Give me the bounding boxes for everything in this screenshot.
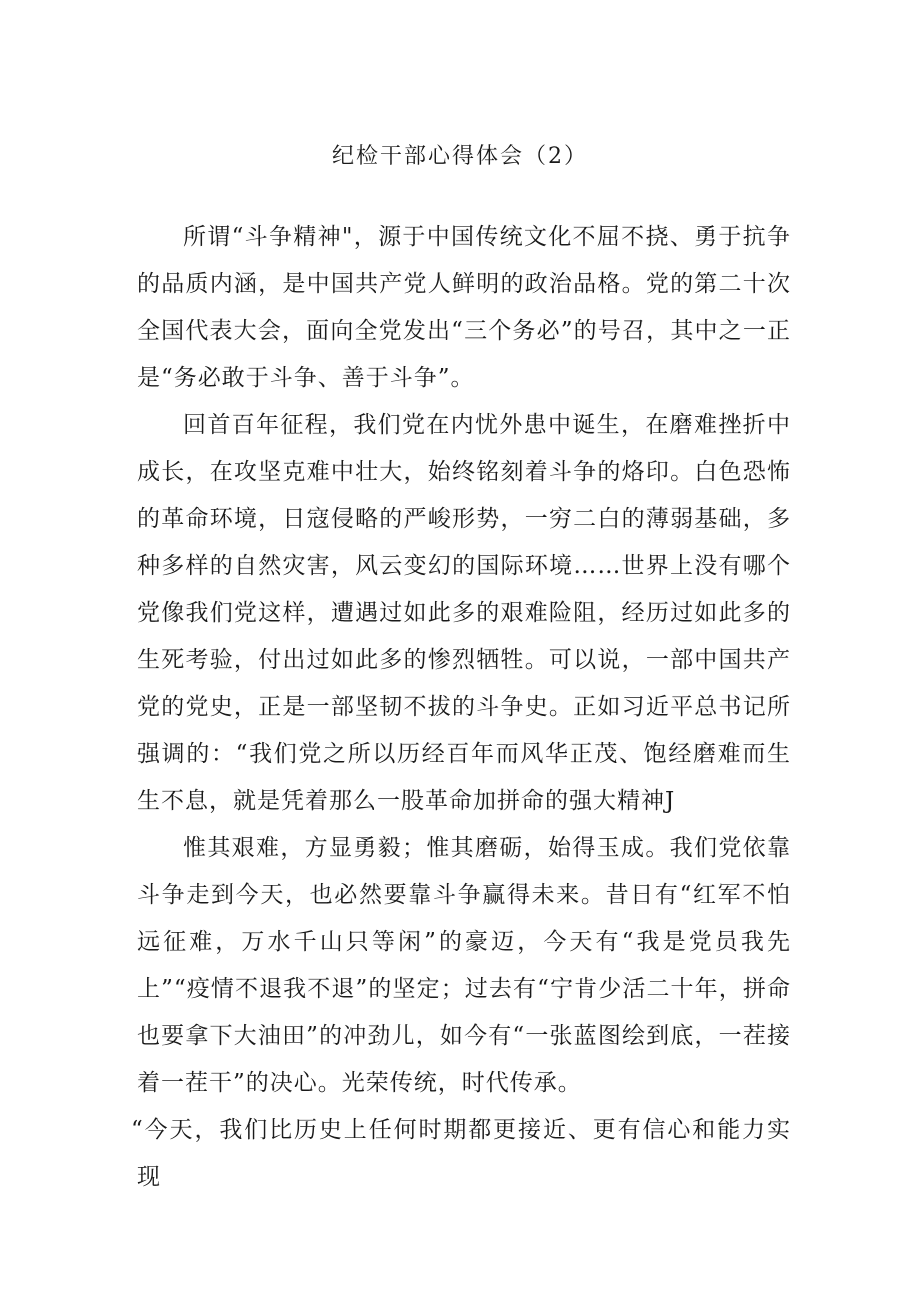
paragraph-struggle-spirit: 所谓“斗争精神"，源于中国传统文化不屈不挠、勇于抗争的品质内涵，是中国共产党人鲜明的政治品格。党的第二十次全国代表大会，面向全党发出“三个务必”的号召，其中之一正是“务必敢于斗争、善于斗争”。	[137, 224, 791, 391]
paragraph-today-quote: “今天，我们比历史上任何时期都更接近、更有信心和能力实现	[131, 1117, 791, 1190]
paragraph-hardship-tradition: 惟其艰难，方显勇毅；惟其磨砺，始得玉成。我们党依靠斗争走到今天，也必然要靠斗争赢得未来。昔日有“红军不怕远征难，万水千山只等闲”的豪迈，今天有“我是党员我先上”“疫情不退我不退”的坚定；过去有“宁肯少活二十年，拼命也要拿下大油田”的冲劲儿，如今有“一张蓝图绘到底，一茬接着一茬干”的决心。光荣传统，时代传承。	[137, 835, 791, 1096]
paragraph-century-journey: 回首百年征程，我们党在内忧外患中诞生，在磨难挫折中成长，在攻坚克难中壮大，始终铭刻着斗争的烙印。白色恐怖的革命环境，日寇侵略的严峻形势，一穷二白的薄弱基础，多种多样的自然灾害，风云变幻的国际环境……世界上没有哪个党像我们党这样，遭遇过如此多的艰难险阻，经历过如此多的生死考验，付出过如此多的惨烈牺牲。可以说，一部中国共产党的党史，正是一部坚韧不拔的斗争史。正如习近平总书记所强调的：“我们党之所以历经百年而风华正茂、饱经磨难而生生不息，就是凭着那么一股革命加拼命的强大精神J	[137, 412, 791, 814]
document-body	[131, 214, 791, 1201]
document-title: 纪检干部心得体会（2）	[332, 144, 588, 169]
